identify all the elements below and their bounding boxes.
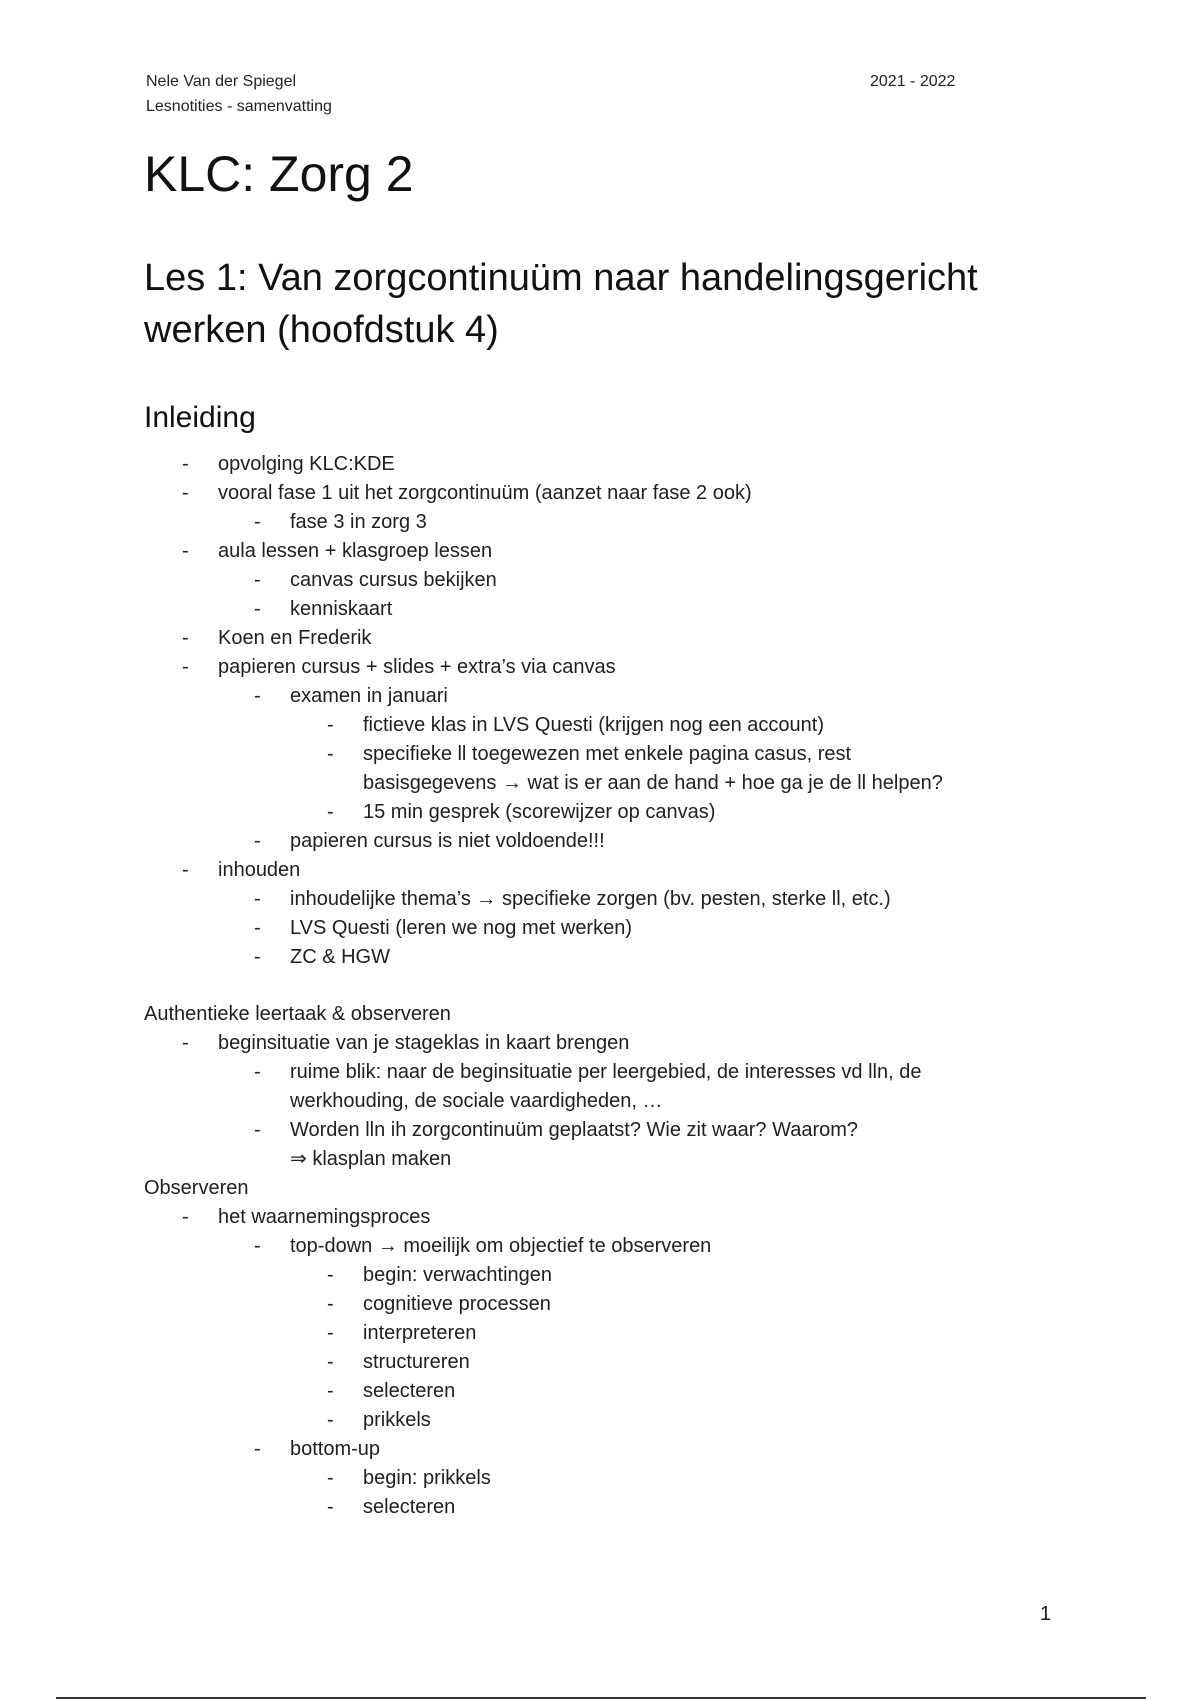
- list-item: [0, 885, 1200, 914]
- bullet-dash: -: [182, 656, 189, 678]
- list-item: [0, 1029, 1200, 1058]
- list-item: [0, 943, 1200, 972]
- list-item: [0, 1377, 1200, 1406]
- list-item: [0, 1435, 1200, 1464]
- list-item: [0, 537, 1200, 566]
- list-item-text: papieren cursus + slides + extra’s via canvas: [218, 656, 616, 678]
- list-item-text: bottom-up: [290, 1438, 381, 1460]
- list-item-text: canvas cursus bekijken: [290, 569, 497, 591]
- list-item: [0, 1290, 1200, 1319]
- list-item-text: cognitieve processen: [363, 1293, 551, 1315]
- list-item-text: fictieve klas in LVS Questi (krijgen nog een account): [363, 714, 824, 736]
- lesson-title: Les 1: Van zorgcontinuüm naar handelingsgericht werken (hoofdstuk 4): [144, 257, 978, 351]
- list-item-text: inhoudelijke thema’s → specifieke zorgen (bv. pesten, sterke ll, etc.): [290, 888, 891, 910]
- bullet-dash: -: [182, 482, 189, 504]
- list-item-text: LVS Questi (leren we nog met werken): [290, 917, 633, 939]
- bullet-dash: -: [182, 453, 189, 475]
- bullet-dash: -: [327, 1293, 334, 1315]
- bullet-dash: -: [327, 1380, 334, 1402]
- list-item-continuation: [0, 1145, 1200, 1174]
- header-subtitle: Lesnotities - samenvatting: [146, 98, 332, 115]
- list-item: [0, 798, 1200, 827]
- bullet-dash: -: [254, 598, 261, 620]
- list-item-continuation: [0, 1087, 1200, 1116]
- list-item-continuation: [0, 769, 1200, 798]
- bullet-dash: -: [182, 1032, 189, 1054]
- bullet-dash: -: [254, 946, 261, 968]
- bullet-dash: -: [327, 1351, 334, 1373]
- list-item: [0, 624, 1200, 653]
- list-item-text: ZC & HGW: [290, 946, 390, 968]
- list-item-text: structureren: [363, 1351, 470, 1373]
- list-item: [0, 1203, 1200, 1232]
- list-item: [0, 1493, 1200, 1522]
- page-divider: [56, 1697, 1146, 1699]
- list-item-text: selecteren: [363, 1496, 456, 1518]
- list-item-text: interpreteren: [363, 1322, 477, 1344]
- list-item-text: selecteren: [363, 1380, 456, 1402]
- bullet-dash: -: [327, 1264, 334, 1286]
- subheading-authentiek: [0, 1000, 1200, 1029]
- list-item-text: ⇒ klasplan maken: [290, 1148, 452, 1170]
- list-item-text: vooral fase 1 uit het zorgcontinuüm (aanzet naar fase 2 ook): [218, 482, 752, 504]
- list-item: [0, 1058, 1200, 1087]
- list-item-text: werkhouding, de sociale vaardigheden, …: [290, 1090, 663, 1112]
- list-item: [0, 1261, 1200, 1290]
- bullet-dash: -: [254, 830, 261, 852]
- list-item: [0, 914, 1200, 943]
- bullet-dash: -: [254, 1061, 261, 1083]
- bullet-dash: -: [254, 888, 261, 910]
- list-item-text: begin: prikkels: [363, 1467, 491, 1489]
- bullet-dash: -: [254, 1438, 261, 1460]
- bullet-dash: -: [327, 801, 334, 823]
- list-item: [0, 653, 1200, 682]
- bullet-dash: -: [254, 1119, 261, 1141]
- subheading-text: Observeren: [144, 1177, 249, 1199]
- list-item-text: prikkels: [363, 1409, 431, 1431]
- list-item-text: beginsituatie van je stageklas in kaart brengen: [218, 1032, 630, 1054]
- list-item: [0, 1319, 1200, 1348]
- list-item: [0, 1406, 1200, 1435]
- list-item: [0, 827, 1200, 856]
- list-item: [0, 595, 1200, 624]
- bullet-dash: -: [254, 569, 261, 591]
- document-title: KLC: Zorg 2: [144, 146, 414, 202]
- bullet-dash: -: [327, 714, 334, 736]
- list-item: [0, 740, 1200, 769]
- list-item-text: top-down → moeilijk om objectief te observeren: [290, 1235, 712, 1257]
- list-item: [0, 479, 1200, 508]
- bullet-dash: -: [327, 743, 334, 765]
- list-item: [0, 856, 1200, 885]
- list-item: [0, 566, 1200, 595]
- bullet-dash: -: [182, 627, 189, 649]
- list-item: [0, 1116, 1200, 1145]
- subheading-text: Authentieke leertaak & observeren: [144, 1003, 451, 1025]
- header-year: 2021 - 2022: [870, 73, 956, 90]
- list-item: [0, 1348, 1200, 1377]
- bullet-dash: -: [254, 511, 261, 533]
- header-author: Nele Van der Spiegel: [146, 73, 297, 90]
- bullet-dash: -: [327, 1322, 334, 1344]
- bullet-dash: -: [254, 1235, 261, 1257]
- list-item-text: fase 3 in zorg 3: [290, 511, 427, 533]
- list-item: [0, 1464, 1200, 1493]
- notes-body: [0, 450, 1200, 1522]
- subheading-observeren: [0, 1174, 1200, 1203]
- list-item-text: basisgegevens → wat is er aan de hand + hoe ga je de ll helpen?: [363, 772, 943, 794]
- list-item-text: examen in januari: [290, 685, 448, 707]
- bullet-dash: -: [254, 917, 261, 939]
- list-item-text: begin: verwachtingen: [363, 1264, 553, 1286]
- list-item-text: specifieke ll toegewezen met enkele pagina casus, rest: [363, 743, 852, 765]
- list-item-text: het waarnemingsproces: [218, 1206, 431, 1228]
- bullet-dash: -: [327, 1409, 334, 1431]
- list-item-text: kenniskaart: [290, 598, 393, 620]
- section-title-inleiding: Inleiding: [144, 401, 256, 434]
- bullet-dash: -: [182, 1206, 189, 1228]
- list-item-text: inhouden: [218, 859, 301, 881]
- list-item-text: papieren cursus is niet voldoende!!!: [290, 830, 605, 852]
- paragraph-gap: [0, 972, 1200, 1000]
- list-item-text: opvolging KLC:KDE: [218, 453, 395, 475]
- bullet-dash: -: [182, 540, 189, 562]
- bullet-dash: -: [182, 859, 189, 881]
- bullet-dash: -: [254, 685, 261, 707]
- list-item: [0, 508, 1200, 537]
- list-item-text: Koen en Frederik: [218, 627, 372, 649]
- page-number: 1: [1040, 1603, 1052, 1625]
- list-item-text: ruime blik: naar de beginsituatie per leergebied, de interesses vd lln, de: [290, 1061, 922, 1083]
- list-item-text: 15 min gesprek (scorewijzer op canvas): [363, 801, 716, 823]
- bullet-dash: -: [327, 1496, 334, 1518]
- bullet-dash: -: [327, 1467, 334, 1489]
- list-item-text: aula lessen + klasgroep lessen: [218, 540, 493, 562]
- list-item: [0, 711, 1200, 740]
- list-item: [0, 450, 1200, 479]
- list-item: [0, 1232, 1200, 1261]
- list-item-text: Worden lln ih zorgcontinuüm geplaatst? Wie zit waar? Waarom?: [290, 1119, 859, 1141]
- list-item: [0, 682, 1200, 711]
